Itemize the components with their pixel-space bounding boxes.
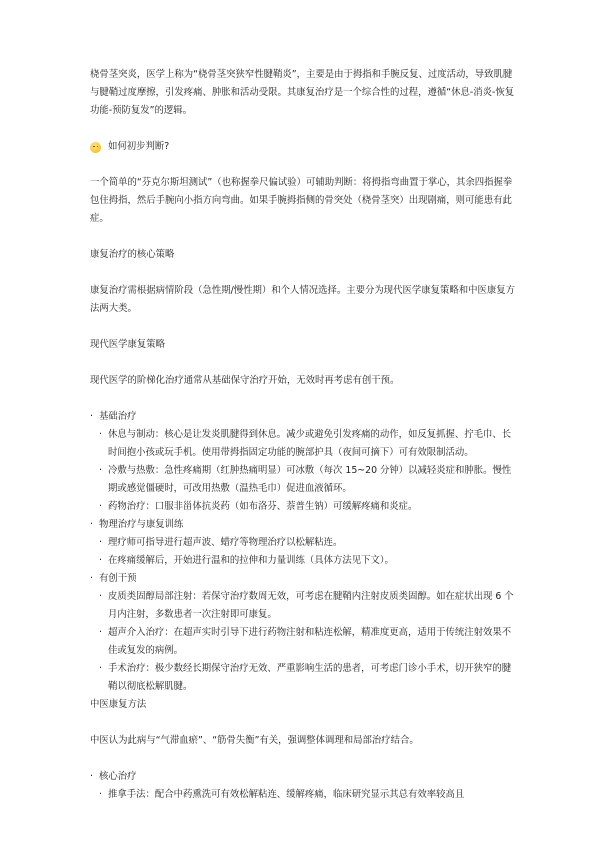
list-item: · 理疗师可指导进行超声波、蜡疗等物理治疗以松解粘连。: [90, 534, 520, 552]
list-item: · 有创干预: [90, 570, 520, 588]
list-item: · 超声介入治疗：在超声实时引导下进行药物注射和粘连松解，精准度更高，适用于传统注射效果不佳或复发的病例。: [90, 624, 520, 660]
list-item: · 在疼痛缓解后，开始进行温和的拉伸和力量训练（具体方法见下文）。: [90, 552, 520, 570]
question-text: 如何初步判断?: [108, 141, 170, 152]
list-item: · 冷敷与热敷：急性疼痛期（红肿热痛明显）可冰敷（每次 15~20 分钟）以减轻炎症和肿胀。慢性期或感觉僵硬时，可改用热敷（温热毛巾）促进血液循环。: [90, 462, 520, 498]
intro-paragraph: 桡骨茎突炎，医学上称为“桡骨茎突狭窄性腱鞘炎”，主要是由于拇指和手腕反复、过度活动，导致肌腱与腱鞘过度摩擦，引发疼痛、肿胀和活动受限。其康复治疗是一个综合性的过程，遵循“休息-消炎-恢复功能-预防复发”的逻辑。: [90, 69, 515, 116]
modern-heading: 现代医学康复策略: [90, 339, 166, 350]
list-item: · 基础治疗: [90, 408, 520, 426]
thinking-face-icon: [90, 142, 101, 153]
modern-paragraph: 现代医学的阶梯化治疗通常从基础保守治疗开始，无效时再考虑有创干预。: [90, 375, 400, 386]
tcm-list: [90, 768, 520, 804]
list-item: · 休息与制动：核心是让发炎肌腱得到休息。减少或避免引发疼痛的动作，如反复抓握、拧毛巾、长时间抱小孩或玩手机。使用带拇指固定功能的腕部护具（夜间可摘下）可有效限制活动。: [90, 426, 520, 462]
test-paragraph: 一个简单的“芬克尔斯坦测试”（也称握拳尺偏试验）可辅助判断：将拇指弯曲置于掌心，其余四指握拳包住拇指，然后手腕向小指方向弯曲。如果手腕拇指侧的骨突处（桡骨茎突）出现剧痛，则可能患有此症。: [90, 177, 513, 224]
list-item: · 皮质类固醇局部注射：若保守治疗数周无效，可考虑在腱鞘内注射皮质类固醇。如在症状出现 6 个月内注射，多数患者一次注射即可康复。: [90, 588, 520, 624]
core-paragraph: 康复治疗需根据病情阶段（急性期/慢性期）和个人情况选择。主要分为现代医学康复策略和中医康复方法两大类。: [90, 285, 516, 314]
list-item: · 推拿手法：配合中药熏洗可有效松解粘连、缓解疼痛，临床研究显示其总有效率较高且: [90, 786, 520, 804]
document-body: [90, 66, 520, 804]
list-item: · 手术治疗：极少数经长期保守治疗无效、严重影响生活的患者，可考虑门诊小手术，切开狭窄的腱鞘以彻底松解肌腱。: [90, 660, 520, 696]
modern-list: [90, 408, 520, 696]
tcm-paragraph: 中医认为此病与“气滞血瘀”、“筋骨失衡”有关，强调整体调理和局部治疗结合。: [90, 735, 419, 746]
list-item: · 药物治疗：口服非甾体抗炎药（如布洛芬、萘普生钠）可缓解疼痛和炎症。: [90, 498, 520, 516]
question-line: [90, 138, 520, 156]
list-item: · 物理治疗与康复训练: [90, 516, 520, 534]
tcm-heading: 中医康复方法: [90, 699, 147, 710]
core-heading: 康复治疗的核心策略: [90, 249, 175, 260]
list-item: · 核心治疗: [90, 768, 520, 786]
